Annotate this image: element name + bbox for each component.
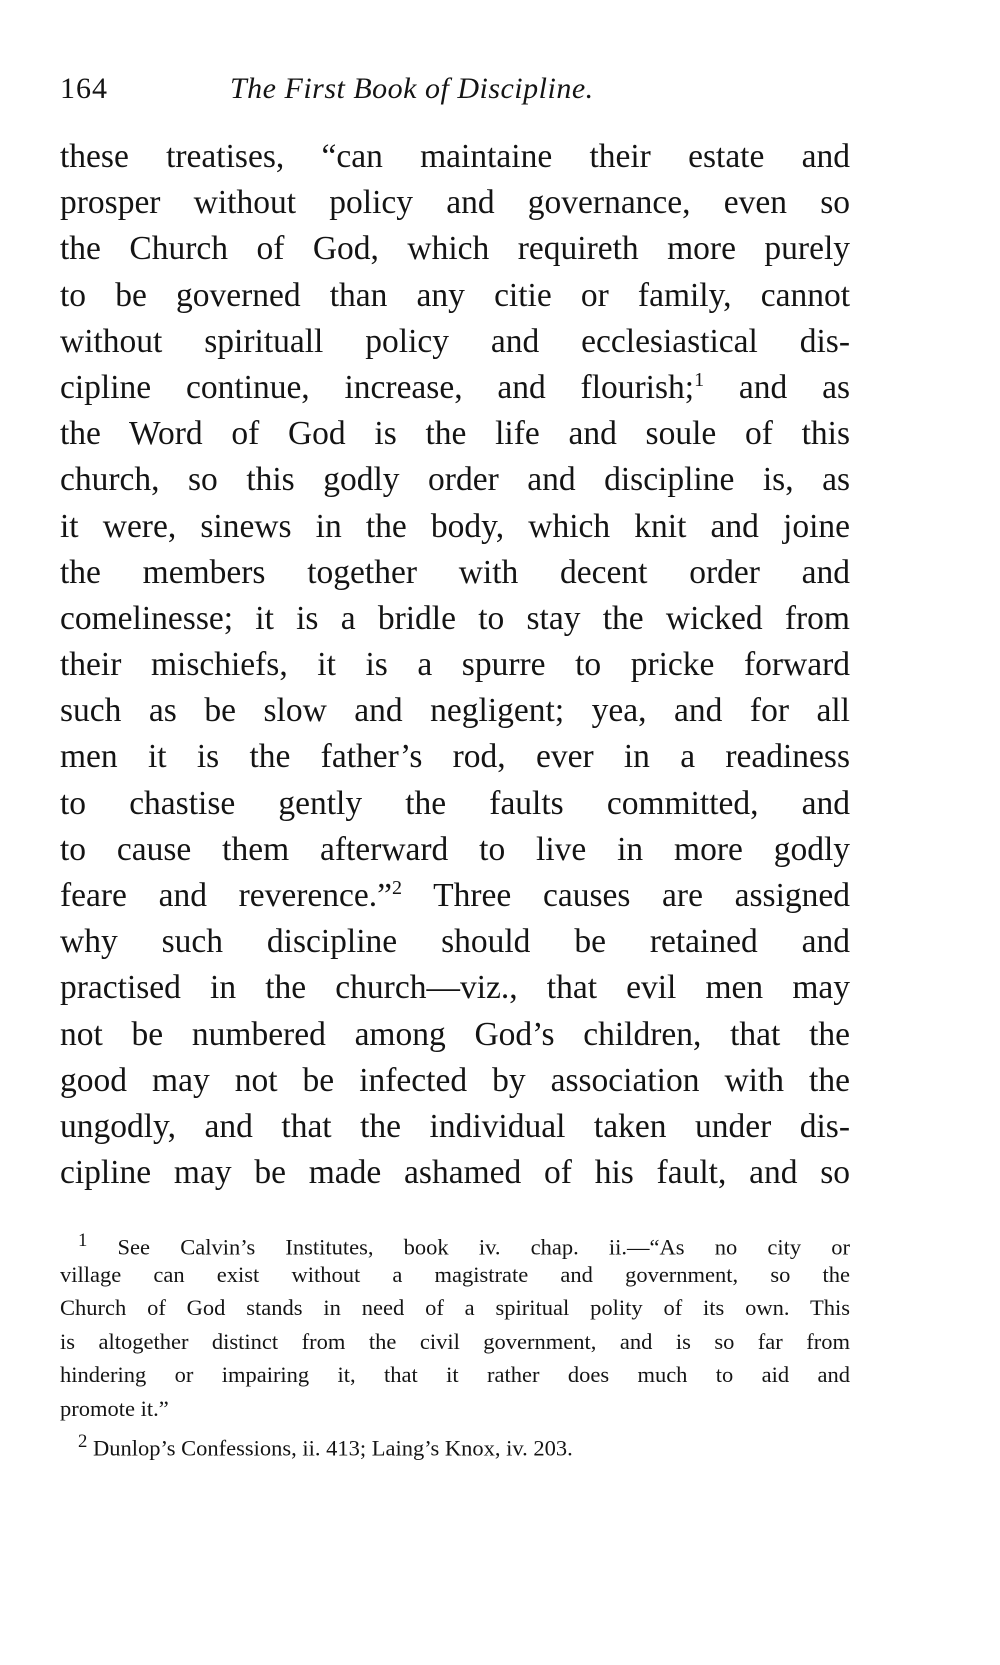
footnote-ref-2: 2 — [392, 876, 403, 899]
text-line: cipline may be made ashamed of his fault, and so — [60, 1154, 850, 1192]
footnote-1-line: promote it.” — [60, 1395, 169, 1421]
text-line: why such discipline should be retained and — [60, 923, 850, 961]
page-header — [60, 60, 850, 116]
footnote-text: Dunlop’s Confessions, ii. 413; Laing’s Knox, iv. 203. — [93, 1435, 573, 1461]
text-line: comelinesse; it is a bridle to stay the wicked from — [60, 599, 850, 637]
text-line: prosper without policy and governance, even so — [60, 184, 850, 222]
footnote-text: See Calvin’s Institutes, book iv. chap. ii.—“As no city or — [117, 1234, 850, 1260]
text-line: church, so this godly order and discipline is, as — [60, 461, 850, 499]
footnote-2-marker: 2 — [78, 1431, 88, 1453]
text-segment: feare and reverence.” — [60, 877, 393, 914]
text-line: the Word of God is the life and soule of this — [60, 415, 850, 453]
text-segment: and as — [738, 368, 850, 406]
body-text — [60, 134, 850, 1196]
text-line: to be governed than any citie or family, cannot — [60, 276, 850, 314]
text-line — [60, 873, 850, 919]
footnote-1-line: hindering or impairing it, that it rather does much to aid and — [60, 1362, 850, 1388]
footnote-1-line — [60, 1224, 850, 1258]
text-segment: Three causes are assigned — [433, 877, 850, 914]
footnote-1-marker: 1 — [78, 1230, 88, 1252]
text-line: good may not be infected by association with the — [60, 1061, 850, 1099]
text-line: to chastise gently the faults committed, and — [60, 784, 850, 822]
text-line: these treatises, “can maintaine their estate and — [60, 138, 850, 175]
footnote-2-line — [60, 1425, 850, 1459]
text-line: it were, sinews in the body, which knit and joine — [60, 507, 850, 545]
text-line: such as be slow and negligent; yea, and for all — [60, 692, 850, 730]
text-line: practised in the church—viz., that evil men may — [60, 969, 850, 1007]
text-line — [60, 365, 850, 411]
text-line: men it is the father’s rod, ever in a readiness — [60, 738, 850, 776]
text-line: the Church of God, which requireth more purely — [60, 230, 850, 268]
text-line: not be numbered among God’s children, that the — [60, 1015, 850, 1053]
footnote-1-line: Church of God stands in need of a spiritual polity of its own. This — [60, 1295, 850, 1321]
text-line: the members together with decent order and — [60, 553, 850, 591]
footnote-1-line: village can exist without a magistrate and government, so the — [60, 1261, 850, 1287]
text-line: without spirituall policy and ecclesiastical dis- — [60, 322, 850, 360]
footnote-ref-1: 1 — [694, 368, 705, 391]
book-page — [60, 60, 850, 1459]
text-line: to cause them afterward to live in more godly — [60, 830, 850, 868]
text-line: their mischiefs, it is a spurre to pricke forward — [60, 646, 850, 684]
text-segment: cipline continue, increase, and flourish; — [60, 368, 695, 406]
footnote-1-line: is altogether distinct from the civil government, and is so far from — [60, 1328, 850, 1354]
page-number: 164 — [60, 72, 108, 105]
running-title: The First Book of Discipline. — [230, 72, 594, 105]
footnotes — [60, 1224, 850, 1459]
text-line: ungodly, and that the individual taken under dis- — [60, 1107, 850, 1145]
